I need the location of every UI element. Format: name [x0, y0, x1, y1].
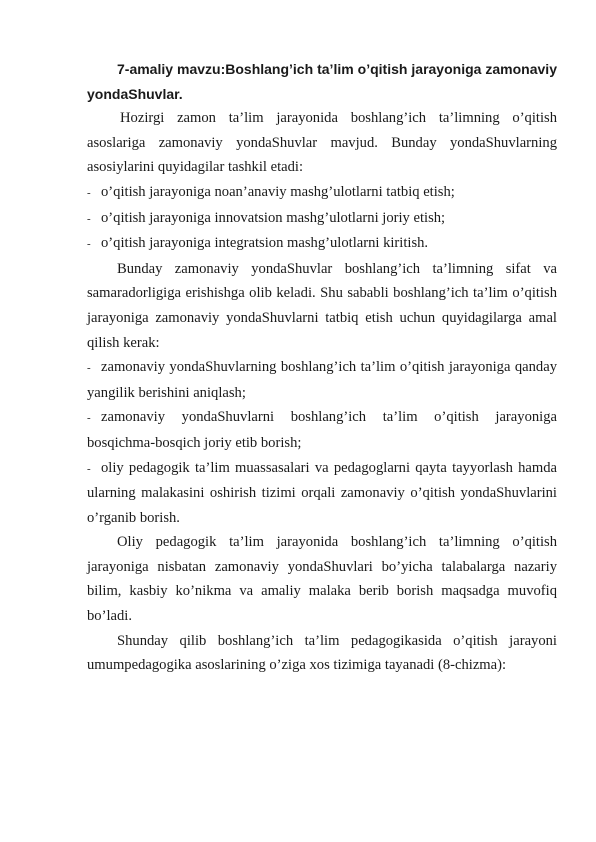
list-item — [87, 405, 557, 455]
list-item-text: oliy pedagogik ta’lim muassasalari va pedagoglarni qayta tayyorlash hamda ularning malakasini oshirish tizimi orqali zamonaviy o’qitish yondaShuvlarini o’rganib borish. — [87, 459, 557, 526]
list-item-text: zamonaviy yondaShuvlarning boshlang’ich ta’lim o’qitish jarayoniga qanday yangilik berishini aniqlash; — [87, 359, 557, 401]
list-item — [87, 355, 557, 405]
document-page — [87, 57, 557, 678]
list-item-text: o’qitish jarayoniga noan’anaviy mashg’ulotlarni tatbiq etish; — [101, 183, 455, 200]
body-paragraph: Bunday zamonaviy yondaShuvlar boshlang’ich ta’limning sifat va samaradorligiga erishishga olib keladi. Shu sababli boshlang’ich ta’lim o’qitish jarayoniga zamonaviy yondaShuvlarni tatbiq etish uchun quyidagilarga amal qilish kerak: — [87, 260, 557, 351]
list-item-text: o’qitish jarayoniga integratsion mashg’ulotlarni kiritish. — [101, 235, 429, 252]
dash-bullet: - — [87, 362, 91, 375]
dash-bullet: - — [87, 212, 91, 225]
dash-bullet: - — [87, 186, 91, 199]
approaches-list — [87, 180, 557, 257]
list-item — [87, 206, 557, 232]
dash-bullet: - — [87, 412, 91, 425]
list-item — [87, 456, 557, 531]
page-title: 7-amaliy mavzu:Boshlang’ich ta’lim o’qitish jarayoniga zamonaviy yondaShuvlar. — [87, 61, 557, 102]
dash-bullet: - — [87, 238, 91, 251]
list-item — [87, 180, 557, 206]
body-paragraph: Shunday qilib boshlang’ich ta’lim pedagogikasida o’qitish jarayoni umumpedagogika asoslarining o’ziga xos tizimiga tayanadi (8-chizma): — [87, 632, 557, 674]
list-item-text: zamonaviy yondaShuvlarni boshlang’ich ta’lim o’qitish jarayoniga bosqichma-bosqich joriy etib borish; — [87, 409, 557, 451]
requirements-list — [87, 355, 557, 530]
dash-bullet: - — [87, 462, 91, 475]
body-paragraph: Oliy pedagogik ta’lim jarayonida boshlang’ich ta’limning o’qitish jarayoniga nisbatan zamonaviy yondaShuvlari bo’yicha talabalarga nazariy bilim, kasbiy ko’nikma va amaliy malaka berib borish maqsadga muvofiq bo’ladi. — [87, 534, 557, 625]
list-item-text: o’qitish jarayoniga innovatsion mashg’ulotlarni joriy etish; — [101, 209, 446, 226]
intro-paragraph: Hozirgi zamon ta’lim jarayonida boshlang’ich ta’limning o’qitish asoslariga zamonaviy yondaShuvlar mavjud. Bunday yondaShuvlarning asosiylarini quyidagilar tashkil etadi: — [87, 110, 557, 176]
list-item — [87, 231, 557, 257]
